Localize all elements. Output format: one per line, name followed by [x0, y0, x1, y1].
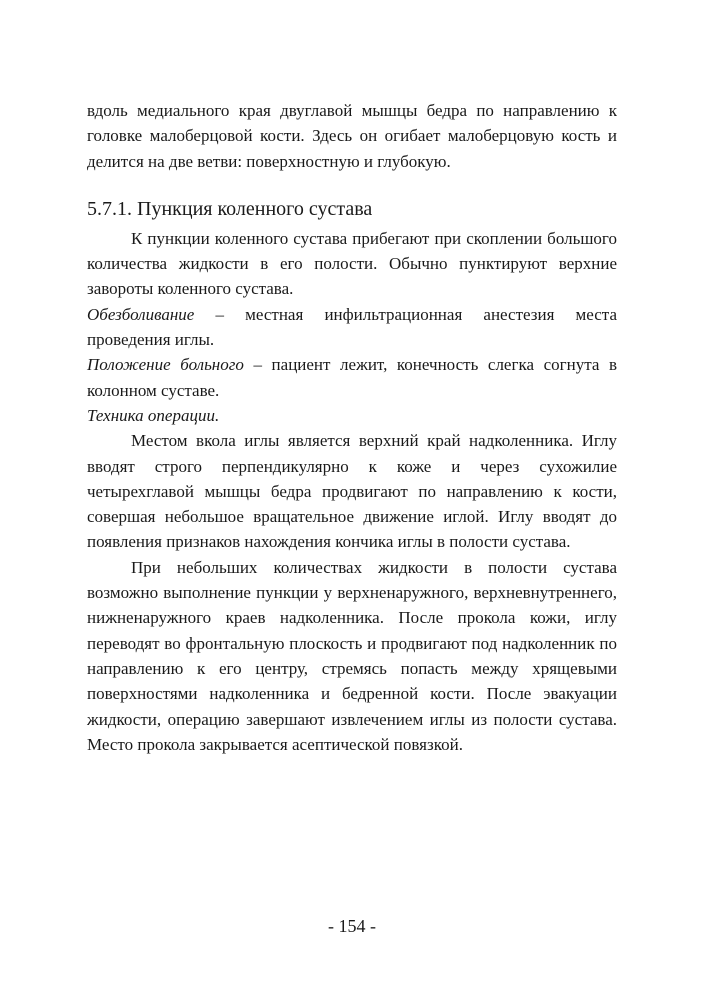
technique-heading: Техника операции. [87, 405, 220, 425]
anesthesia-text: – местная инфильтрационная анестезия места проведения иглы. [87, 304, 617, 350]
paragraph-technique: Местом вкола иглы является верхний край надколенника. Иглу вводят строго перпендикулярно к коже и через сухожилие четырехглавой мышцы бедра продвигают по направлению к кости, совершая небольшое вращательное движение иглой. Иглу вводят до появления признаков нахождения кончика иглы в полости сустава. [87, 431, 617, 552]
anesthesia-term: Обезболивание [87, 304, 195, 324]
page-number: - 154 - [328, 916, 376, 936]
paragraph-indications: К пункции коленного сустава прибегают при скоплении большого количества жидкости в его полости. Обычно пунктируют верхние завороты коленного сустава. [87, 228, 617, 299]
paragraph-position [87, 352, 617, 403]
paragraph-anesthesia [87, 302, 617, 353]
position-term: Положение больного [87, 355, 244, 375]
intro-paragraph: вдоль медиального края двуглавой мышцы бедра по направлению к головке малоберцовой кости. Здесь он огибает малоберцовую кость и делится на две ветви: поверхностную и глубокую. [87, 101, 617, 171]
page-body [87, 98, 617, 757]
position-text: – пациент лежит, конечность слегка согнута в колонном суставе. [87, 355, 617, 400]
paragraph-alternative-access: При небольших количествах жидкости в полости сустава возможно выполнение пункции у верхненаружного, верхневнутреннего, нижненаружного краев надколенника. После прокола кожи, иглу переводят во фронтальную плоскость и продвигают под надколенник по направлению к его центру, стремясь попасть между хрящевыми поверхностями надколенника и бедренной кости. После эвакуации жидкости, операцию завершают извлечением иглы из полости сустава. Место прокола закрывается асептической повязкой. [87, 557, 617, 754]
section-heading: 5.7.1. Пункция коленного сустава [87, 197, 373, 220]
